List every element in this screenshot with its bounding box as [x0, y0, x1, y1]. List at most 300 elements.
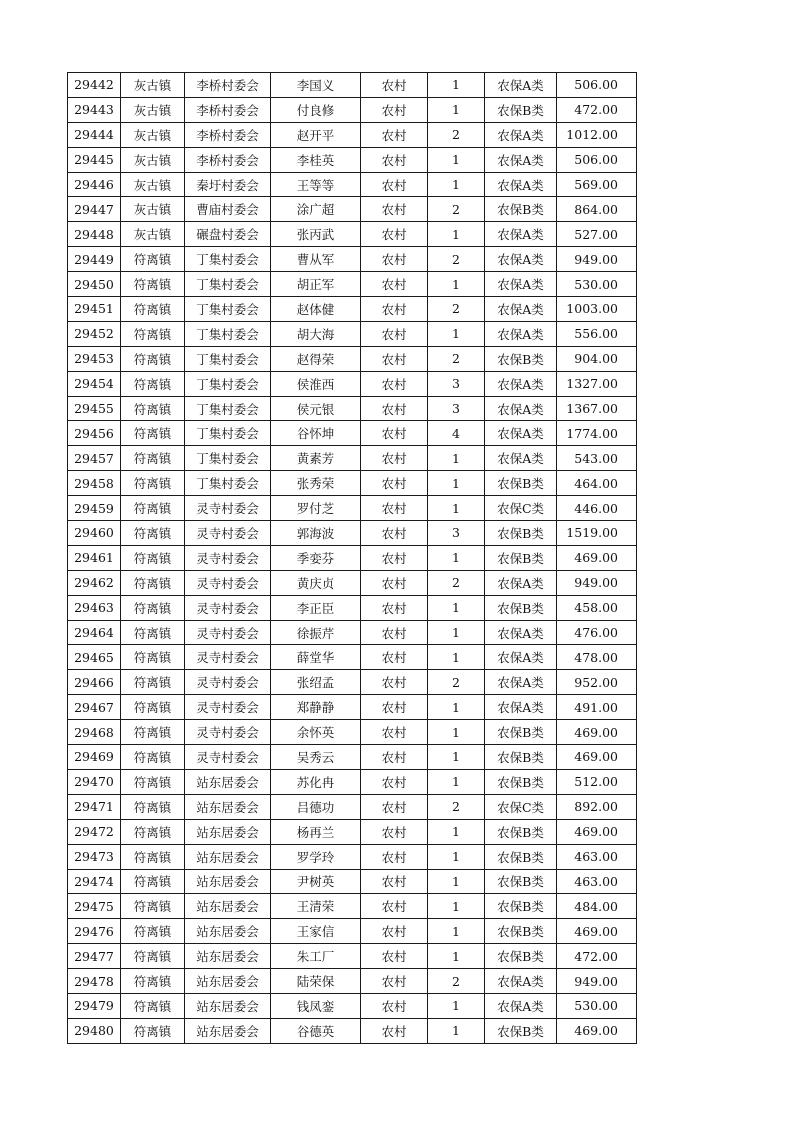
insurance-class-cell: 农保B类	[485, 894, 557, 919]
area-type-cell: 农村	[361, 969, 428, 994]
town-cell: 符离镇	[121, 969, 185, 994]
committee-cell: 灵寺村委会	[185, 745, 271, 770]
insurance-class-cell: 农保A类	[485, 570, 557, 595]
household-count-cell: 1	[428, 73, 485, 98]
area-type-cell: 农村	[361, 844, 428, 869]
table-row	[68, 496, 637, 521]
area-type-cell: 农村	[361, 247, 428, 272]
record-id-cell: 29454	[68, 371, 121, 396]
committee-cell: 李桥村委会	[185, 73, 271, 98]
name-cell: 侯元银	[271, 396, 361, 421]
record-id-cell: 29461	[68, 545, 121, 570]
household-count-cell: 1	[428, 321, 485, 346]
committee-cell: 站东居委会	[185, 944, 271, 969]
insurance-class-cell: 农保A类	[485, 620, 557, 645]
amount-cell: 1012.00	[557, 122, 637, 147]
committee-cell: 丁集村委会	[185, 396, 271, 421]
amount-cell: 1367.00	[557, 396, 637, 421]
table-row	[68, 421, 637, 446]
town-cell: 符离镇	[121, 247, 185, 272]
table-row	[68, 1018, 637, 1043]
table-row	[68, 396, 637, 421]
insurance-class-cell: 农保B类	[485, 471, 557, 496]
amount-cell: 949.00	[557, 247, 637, 272]
table-row	[68, 720, 637, 745]
committee-cell: 李桥村委会	[185, 122, 271, 147]
committee-cell: 灵寺村委会	[185, 620, 271, 645]
record-id-cell: 29467	[68, 695, 121, 720]
table-row	[68, 819, 637, 844]
record-id-cell: 29464	[68, 620, 121, 645]
area-type-cell: 农村	[361, 993, 428, 1018]
household-count-cell: 1	[428, 819, 485, 844]
household-count-cell: 2	[428, 297, 485, 322]
amount-cell: 476.00	[557, 620, 637, 645]
record-id-cell: 29446	[68, 172, 121, 197]
insurance-class-cell: 农保B类	[485, 720, 557, 745]
committee-cell: 灵寺村委会	[185, 521, 271, 546]
household-count-cell: 3	[428, 371, 485, 396]
committee-cell: 灵寺村委会	[185, 645, 271, 670]
table-row	[68, 695, 637, 720]
name-cell: 罗学玲	[271, 844, 361, 869]
table-row	[68, 471, 637, 496]
area-type-cell: 农村	[361, 919, 428, 944]
table-row	[68, 346, 637, 371]
record-id-cell: 29468	[68, 720, 121, 745]
record-id-cell: 29475	[68, 894, 121, 919]
table-row	[68, 371, 637, 396]
name-cell: 陆荣保	[271, 969, 361, 994]
area-type-cell: 农村	[361, 670, 428, 695]
household-count-cell: 1	[428, 172, 485, 197]
household-count-cell: 1	[428, 147, 485, 172]
town-cell: 符离镇	[121, 720, 185, 745]
town-cell: 符离镇	[121, 745, 185, 770]
committee-cell: 灵寺村委会	[185, 545, 271, 570]
town-cell: 符离镇	[121, 670, 185, 695]
amount-cell: 952.00	[557, 670, 637, 695]
record-id-cell: 29442	[68, 73, 121, 98]
committee-cell: 站东居委会	[185, 819, 271, 844]
amount-cell: 469.00	[557, 819, 637, 844]
area-type-cell: 农村	[361, 222, 428, 247]
table-row	[68, 645, 637, 670]
amount-cell: 484.00	[557, 894, 637, 919]
amount-cell: 469.00	[557, 545, 637, 570]
area-type-cell: 农村	[361, 620, 428, 645]
town-cell: 灰古镇	[121, 222, 185, 247]
household-count-cell: 1	[428, 869, 485, 894]
area-type-cell: 农村	[361, 570, 428, 595]
amount-cell: 527.00	[557, 222, 637, 247]
area-type-cell: 农村	[361, 769, 428, 794]
town-cell: 符离镇	[121, 595, 185, 620]
name-cell: 王等等	[271, 172, 361, 197]
area-type-cell: 农村	[361, 745, 428, 770]
town-cell: 符离镇	[121, 521, 185, 546]
insurance-class-cell: 农保A类	[485, 247, 557, 272]
household-count-cell: 1	[428, 545, 485, 570]
amount-cell: 949.00	[557, 570, 637, 595]
table-row	[68, 670, 637, 695]
household-count-cell: 1	[428, 844, 485, 869]
area-type-cell: 农村	[361, 894, 428, 919]
area-type-cell: 农村	[361, 421, 428, 446]
record-id-cell: 29460	[68, 521, 121, 546]
town-cell: 符离镇	[121, 794, 185, 819]
record-id-cell: 29478	[68, 969, 121, 994]
insurance-class-cell: 农保B类	[485, 346, 557, 371]
insurance-class-cell: 农保B类	[485, 197, 557, 222]
name-cell: 王家信	[271, 919, 361, 944]
household-count-cell: 1	[428, 993, 485, 1018]
name-cell: 赵体健	[271, 297, 361, 322]
town-cell: 符离镇	[121, 819, 185, 844]
area-type-cell: 农村	[361, 944, 428, 969]
name-cell: 罗付芝	[271, 496, 361, 521]
name-cell: 季娈芬	[271, 545, 361, 570]
table-row	[68, 869, 637, 894]
amount-cell: 1519.00	[557, 521, 637, 546]
amount-cell: 1774.00	[557, 421, 637, 446]
household-count-cell: 1	[428, 944, 485, 969]
insurance-class-cell: 农保A类	[485, 446, 557, 471]
town-cell: 符离镇	[121, 894, 185, 919]
household-count-cell: 2	[428, 670, 485, 695]
amount-cell: 478.00	[557, 645, 637, 670]
table-body	[68, 73, 637, 1044]
household-count-cell: 2	[428, 197, 485, 222]
insurance-class-cell: 农保C类	[485, 496, 557, 521]
table-row	[68, 197, 637, 222]
area-type-cell: 农村	[361, 97, 428, 122]
household-count-cell: 2	[428, 794, 485, 819]
amount-cell: 458.00	[557, 595, 637, 620]
town-cell: 符离镇	[121, 272, 185, 297]
committee-cell: 灵寺村委会	[185, 595, 271, 620]
name-cell: 余怀英	[271, 720, 361, 745]
committee-cell: 站东居委会	[185, 769, 271, 794]
insurance-class-cell: 农保A类	[485, 272, 557, 297]
table-row	[68, 73, 637, 98]
insurance-class-cell: 农保B类	[485, 919, 557, 944]
amount-cell: 1327.00	[557, 371, 637, 396]
name-cell: 钱凤銮	[271, 993, 361, 1018]
town-cell: 符离镇	[121, 396, 185, 421]
name-cell: 黄素芳	[271, 446, 361, 471]
amount-cell: 491.00	[557, 695, 637, 720]
household-count-cell: 2	[428, 969, 485, 994]
town-cell: 灰古镇	[121, 97, 185, 122]
area-type-cell: 农村	[361, 794, 428, 819]
name-cell: 赵开平	[271, 122, 361, 147]
committee-cell: 曹庙村委会	[185, 197, 271, 222]
insurance-class-cell: 农保B类	[485, 521, 557, 546]
amount-cell: 472.00	[557, 944, 637, 969]
town-cell: 符离镇	[121, 570, 185, 595]
name-cell: 曹从军	[271, 247, 361, 272]
record-id-cell: 29471	[68, 794, 121, 819]
table-row	[68, 570, 637, 595]
insurance-class-cell: 农保A类	[485, 993, 557, 1018]
insurance-class-cell: 农保A类	[485, 421, 557, 446]
town-cell: 符离镇	[121, 993, 185, 1018]
record-id-cell: 29459	[68, 496, 121, 521]
record-id-cell: 29443	[68, 97, 121, 122]
committee-cell: 灵寺村委会	[185, 670, 271, 695]
record-id-cell: 29474	[68, 869, 121, 894]
record-id-cell: 29458	[68, 471, 121, 496]
household-count-cell: 1	[428, 620, 485, 645]
record-id-cell: 29452	[68, 321, 121, 346]
amount-cell: 469.00	[557, 720, 637, 745]
name-cell: 郭海波	[271, 521, 361, 546]
record-id-cell: 29462	[68, 570, 121, 595]
table-row	[68, 794, 637, 819]
table-row	[68, 545, 637, 570]
record-id-cell: 29453	[68, 346, 121, 371]
name-cell: 赵得荣	[271, 346, 361, 371]
amount-cell: 556.00	[557, 321, 637, 346]
town-cell: 符离镇	[121, 421, 185, 446]
area-type-cell: 农村	[361, 471, 428, 496]
name-cell: 李桂英	[271, 147, 361, 172]
name-cell: 徐振芹	[271, 620, 361, 645]
household-count-cell: 1	[428, 595, 485, 620]
area-type-cell: 农村	[361, 720, 428, 745]
name-cell: 吕德功	[271, 794, 361, 819]
area-type-cell: 农村	[361, 147, 428, 172]
household-count-cell: 3	[428, 396, 485, 421]
area-type-cell: 农村	[361, 869, 428, 894]
insurance-class-cell: 农保B类	[485, 595, 557, 620]
committee-cell: 站东居委会	[185, 894, 271, 919]
household-count-cell: 2	[428, 122, 485, 147]
insurance-class-cell: 农保C类	[485, 794, 557, 819]
amount-cell: 512.00	[557, 769, 637, 794]
town-cell: 符离镇	[121, 545, 185, 570]
record-id-cell: 29465	[68, 645, 121, 670]
committee-cell: 丁集村委会	[185, 421, 271, 446]
town-cell: 符离镇	[121, 944, 185, 969]
household-count-cell: 1	[428, 645, 485, 670]
insurance-class-cell: 农保A类	[485, 969, 557, 994]
insurance-class-cell: 农保B类	[485, 944, 557, 969]
household-count-cell: 1	[428, 496, 485, 521]
table-row	[68, 446, 637, 471]
record-id-cell: 29466	[68, 670, 121, 695]
name-cell: 朱工厂	[271, 944, 361, 969]
area-type-cell: 农村	[361, 595, 428, 620]
committee-cell: 站东居委会	[185, 969, 271, 994]
insurance-class-cell: 农保B类	[485, 844, 557, 869]
area-type-cell: 农村	[361, 545, 428, 570]
household-count-cell: 2	[428, 247, 485, 272]
record-id-cell: 29479	[68, 993, 121, 1018]
committee-cell: 丁集村委会	[185, 272, 271, 297]
table-row	[68, 620, 637, 645]
committee-cell: 灵寺村委会	[185, 496, 271, 521]
name-cell: 李正臣	[271, 595, 361, 620]
committee-cell: 灵寺村委会	[185, 695, 271, 720]
table-row	[68, 993, 637, 1018]
area-type-cell: 农村	[361, 496, 428, 521]
amount-cell: 472.00	[557, 97, 637, 122]
name-cell: 李国义	[271, 73, 361, 98]
area-type-cell: 农村	[361, 1018, 428, 1043]
household-count-cell: 1	[428, 222, 485, 247]
name-cell: 胡大海	[271, 321, 361, 346]
amount-cell: 463.00	[557, 869, 637, 894]
area-type-cell: 农村	[361, 197, 428, 222]
insurance-class-cell: 农保B类	[485, 545, 557, 570]
name-cell: 苏化冉	[271, 769, 361, 794]
subsidy-table	[67, 72, 637, 1044]
table-row	[68, 844, 637, 869]
insurance-class-cell: 农保A类	[485, 670, 557, 695]
town-cell: 符离镇	[121, 297, 185, 322]
area-type-cell: 农村	[361, 122, 428, 147]
town-cell: 符离镇	[121, 471, 185, 496]
town-cell: 符离镇	[121, 695, 185, 720]
record-id-cell: 29444	[68, 122, 121, 147]
area-type-cell: 农村	[361, 819, 428, 844]
area-type-cell: 农村	[361, 396, 428, 421]
name-cell: 郑静静	[271, 695, 361, 720]
record-id-cell: 29445	[68, 147, 121, 172]
table-row	[68, 122, 637, 147]
area-type-cell: 农村	[361, 73, 428, 98]
area-type-cell: 农村	[361, 371, 428, 396]
record-id-cell: 29455	[68, 396, 121, 421]
insurance-class-cell: 农保A类	[485, 396, 557, 421]
insurance-class-cell: 农保A类	[485, 297, 557, 322]
insurance-class-cell: 农保A类	[485, 222, 557, 247]
town-cell: 灰古镇	[121, 172, 185, 197]
household-count-cell: 2	[428, 570, 485, 595]
town-cell: 符离镇	[121, 446, 185, 471]
household-count-cell: 2	[428, 346, 485, 371]
committee-cell: 丁集村委会	[185, 247, 271, 272]
insurance-class-cell: 农保A类	[485, 122, 557, 147]
table-row	[68, 919, 637, 944]
amount-cell: 530.00	[557, 993, 637, 1018]
table-row	[68, 222, 637, 247]
committee-cell: 站东居委会	[185, 794, 271, 819]
insurance-class-cell: 农保A类	[485, 73, 557, 98]
committee-cell: 站东居委会	[185, 844, 271, 869]
area-type-cell: 农村	[361, 521, 428, 546]
name-cell: 谷德英	[271, 1018, 361, 1043]
committee-cell: 丁集村委会	[185, 371, 271, 396]
household-count-cell: 1	[428, 919, 485, 944]
household-count-cell: 1	[428, 720, 485, 745]
committee-cell: 站东居委会	[185, 919, 271, 944]
amount-cell: 464.00	[557, 471, 637, 496]
area-type-cell: 农村	[361, 321, 428, 346]
record-id-cell: 29472	[68, 819, 121, 844]
area-type-cell: 农村	[361, 695, 428, 720]
area-type-cell: 农村	[361, 346, 428, 371]
record-id-cell: 29449	[68, 247, 121, 272]
table-row	[68, 745, 637, 770]
area-type-cell: 农村	[361, 446, 428, 471]
table-row	[68, 769, 637, 794]
town-cell: 灰古镇	[121, 73, 185, 98]
household-count-cell: 1	[428, 471, 485, 496]
town-cell: 符离镇	[121, 645, 185, 670]
record-id-cell: 29469	[68, 745, 121, 770]
name-cell: 张秀荣	[271, 471, 361, 496]
insurance-class-cell: 农保B类	[485, 869, 557, 894]
name-cell: 侯淮西	[271, 371, 361, 396]
amount-cell: 949.00	[557, 969, 637, 994]
insurance-class-cell: 农保A类	[485, 371, 557, 396]
table-row	[68, 147, 637, 172]
name-cell: 杨再兰	[271, 819, 361, 844]
town-cell: 灰古镇	[121, 147, 185, 172]
record-id-cell: 29447	[68, 197, 121, 222]
record-id-cell: 29470	[68, 769, 121, 794]
insurance-class-cell: 农保A类	[485, 172, 557, 197]
amount-cell: 446.00	[557, 496, 637, 521]
table-row	[68, 321, 637, 346]
household-count-cell: 1	[428, 446, 485, 471]
household-count-cell: 4	[428, 421, 485, 446]
table-row	[68, 595, 637, 620]
insurance-class-cell: 农保B类	[485, 1018, 557, 1043]
name-cell: 黄庆贞	[271, 570, 361, 595]
town-cell: 符离镇	[121, 371, 185, 396]
insurance-class-cell: 农保A类	[485, 321, 557, 346]
amount-cell: 904.00	[557, 346, 637, 371]
name-cell: 王清荣	[271, 894, 361, 919]
record-id-cell: 29457	[68, 446, 121, 471]
committee-cell: 站东居委会	[185, 869, 271, 894]
record-id-cell: 29450	[68, 272, 121, 297]
household-count-cell: 1	[428, 745, 485, 770]
name-cell: 吴秀云	[271, 745, 361, 770]
amount-cell: 543.00	[557, 446, 637, 471]
town-cell: 符离镇	[121, 844, 185, 869]
amount-cell: 469.00	[557, 919, 637, 944]
amount-cell: 864.00	[557, 197, 637, 222]
table-row	[68, 272, 637, 297]
area-type-cell: 农村	[361, 172, 428, 197]
amount-cell: 469.00	[557, 745, 637, 770]
amount-cell: 469.00	[557, 1018, 637, 1043]
name-cell: 付良修	[271, 97, 361, 122]
name-cell: 胡正军	[271, 272, 361, 297]
household-count-cell: 1	[428, 695, 485, 720]
committee-cell: 李桥村委会	[185, 147, 271, 172]
household-count-cell: 1	[428, 1018, 485, 1043]
name-cell: 谷怀坤	[271, 421, 361, 446]
area-type-cell: 农村	[361, 297, 428, 322]
table-row	[68, 969, 637, 994]
table-row	[68, 297, 637, 322]
name-cell: 涂广超	[271, 197, 361, 222]
insurance-class-cell: 农保A类	[485, 645, 557, 670]
insurance-class-cell: 农保B类	[485, 97, 557, 122]
record-id-cell: 29480	[68, 1018, 121, 1043]
insurance-class-cell: 农保B类	[485, 819, 557, 844]
committee-cell: 丁集村委会	[185, 321, 271, 346]
household-count-cell: 1	[428, 769, 485, 794]
name-cell: 张丙武	[271, 222, 361, 247]
amount-cell: 569.00	[557, 172, 637, 197]
